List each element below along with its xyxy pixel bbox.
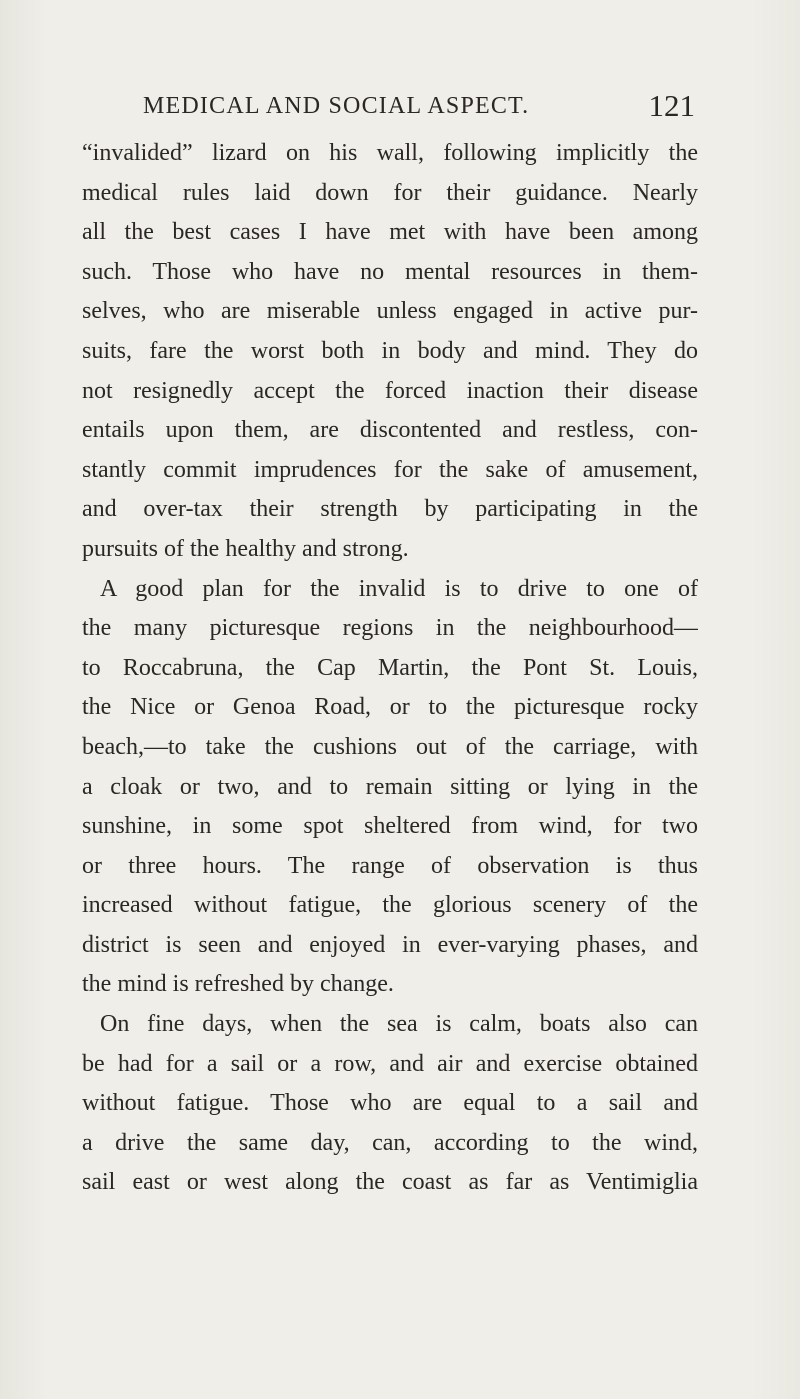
text-line: the Nice or Genoa Road, or to the picturesque rocky <box>82 694 698 721</box>
running-title: MEDICAL AND SOCIAL ASPECT. <box>143 93 530 119</box>
text-line: to Roccabruna, the Cap Martin, the Pont St. Louis, <box>82 654 698 681</box>
text-line: and over-tax their strength by participating in the <box>82 496 698 523</box>
text-line: selves, who are miserable unless engaged in active pur- <box>82 298 698 325</box>
page-header <box>143 86 695 126</box>
text-line: A good plan for the invalid is to drive to one of <box>100 575 698 602</box>
text-line: stantly commit imprudences for the sake of amusement, <box>82 456 698 483</box>
text-line: beach,—to take the cushions out of the carriage, with <box>82 733 698 760</box>
text-line: without fatigue. Those who are equal to a sail and <box>82 1090 698 1117</box>
text-line: the many picturesque regions in the neighbourhood— <box>82 615 698 642</box>
text-line: a drive the same day, can, according to the wind, <box>82 1129 698 1156</box>
body-text <box>82 134 698 1203</box>
text-line: a cloak or two, and to remain sitting or lying in the <box>82 773 698 800</box>
text-line: pursuits of the healthy and strong. <box>82 535 409 562</box>
text-line: On fine days, when the sea is calm, boats also can <box>100 1011 698 1038</box>
page-number: 121 <box>648 88 695 123</box>
text-line: such. Those who have no mental resources in them- <box>82 258 698 285</box>
text-line: suits, fare the worst both in body and mind. They do <box>82 337 698 364</box>
text-line: “invalided” lizard on his wall, following implicitly the <box>82 140 698 166</box>
text-line: sail east or west along the coast as far as Ventimiglia <box>82 1169 698 1196</box>
text-line: sunshine, in some spot sheltered from wind, for two <box>82 813 698 840</box>
text-line: entails upon them, are discontented and restless, con- <box>82 417 698 444</box>
text-line: all the best cases I have met with have been among <box>82 219 698 246</box>
text-line: not resignedly accept the forced inaction their disease <box>82 377 698 404</box>
text-line: district is seen and enjoyed in ever-varying phases, and <box>82 931 698 958</box>
text-line: or three hours. The range of observation is thus <box>82 852 698 879</box>
text-line: increased without fatigue, the glorious scenery of the <box>82 892 698 919</box>
text-line: be had for a sail or a row, and air and exercise obtained <box>82 1050 698 1077</box>
text-line: the mind is refreshed by change. <box>82 971 394 998</box>
text-line: medical rules laid down for their guidance. Nearly <box>82 179 698 206</box>
